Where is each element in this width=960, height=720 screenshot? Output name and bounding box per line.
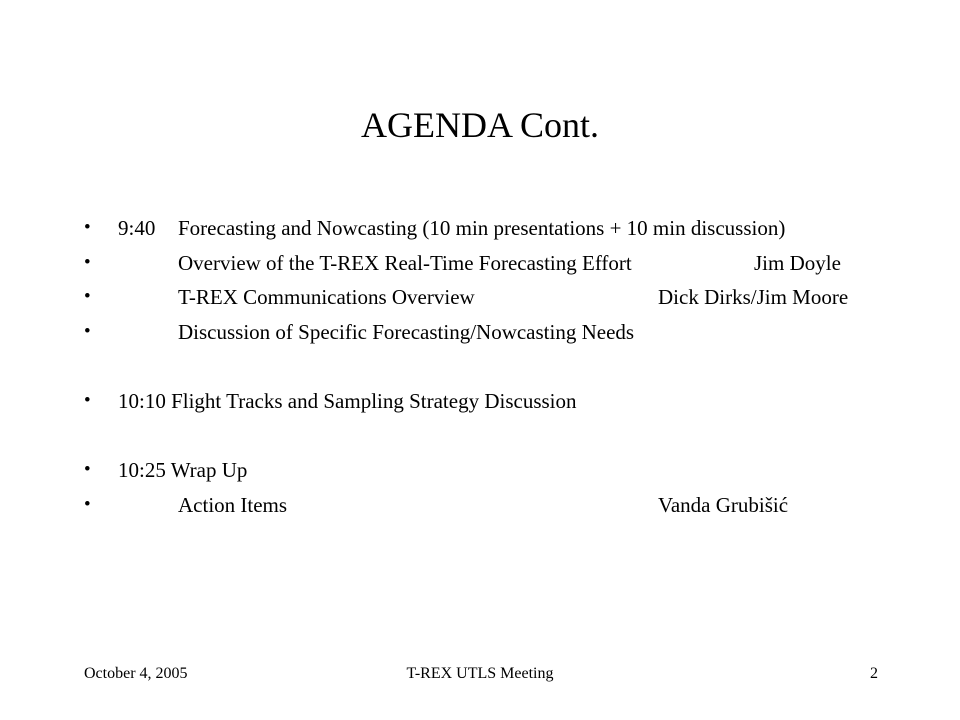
bullet: • (84, 494, 91, 515)
slide-footer (0, 663, 960, 685)
bullet: • (84, 459, 91, 480)
agenda-item-wrap-up (0, 455, 960, 485)
agenda-time: 9:40 (118, 216, 156, 240)
bullet: • (84, 321, 91, 342)
footer-meeting-title: T-REX UTLS Meeting (406, 665, 554, 682)
agenda-item-communications (0, 282, 960, 312)
page-number: 2 (870, 665, 878, 682)
agenda-item-forecasting (0, 213, 960, 243)
bullet: • (84, 286, 91, 307)
agenda-item-text: Discussion of Specific Forecasting/Nowcasting Needs (178, 320, 635, 344)
agenda-item-text: Forecasting and Nowcasting (10 min presentations + 10 min discussion) (178, 216, 786, 240)
agenda-item-text: Action Items (178, 493, 288, 517)
bullet: • (84, 217, 91, 238)
bullet: • (84, 390, 91, 411)
agenda-item-needs (0, 317, 960, 347)
slide-title: AGENDA Cont. (360, 105, 599, 145)
agenda-presenter: Vanda Grubišić (658, 493, 789, 517)
agenda-item-action-items (0, 490, 960, 520)
agenda-presenter: Jim Doyle (754, 251, 841, 275)
agenda-item-text: T-REX Communications Overview (178, 285, 475, 309)
agenda-item-text: 10:10 Flight Tracks and Sampling Strategy Discussion (118, 389, 577, 413)
agenda-presenter: Dick Dirks/Jim Moore (658, 285, 849, 309)
agenda-item-overview (0, 248, 960, 278)
agenda-item-flight-tracks (0, 386, 960, 416)
footer-date: October 4, 2005 (84, 665, 188, 682)
bullet: • (84, 252, 91, 273)
agenda-item-text: Overview of the T-REX Real-Time Forecasting Effort (178, 251, 632, 275)
agenda-item-text: 10:25 Wrap Up (118, 458, 248, 482)
